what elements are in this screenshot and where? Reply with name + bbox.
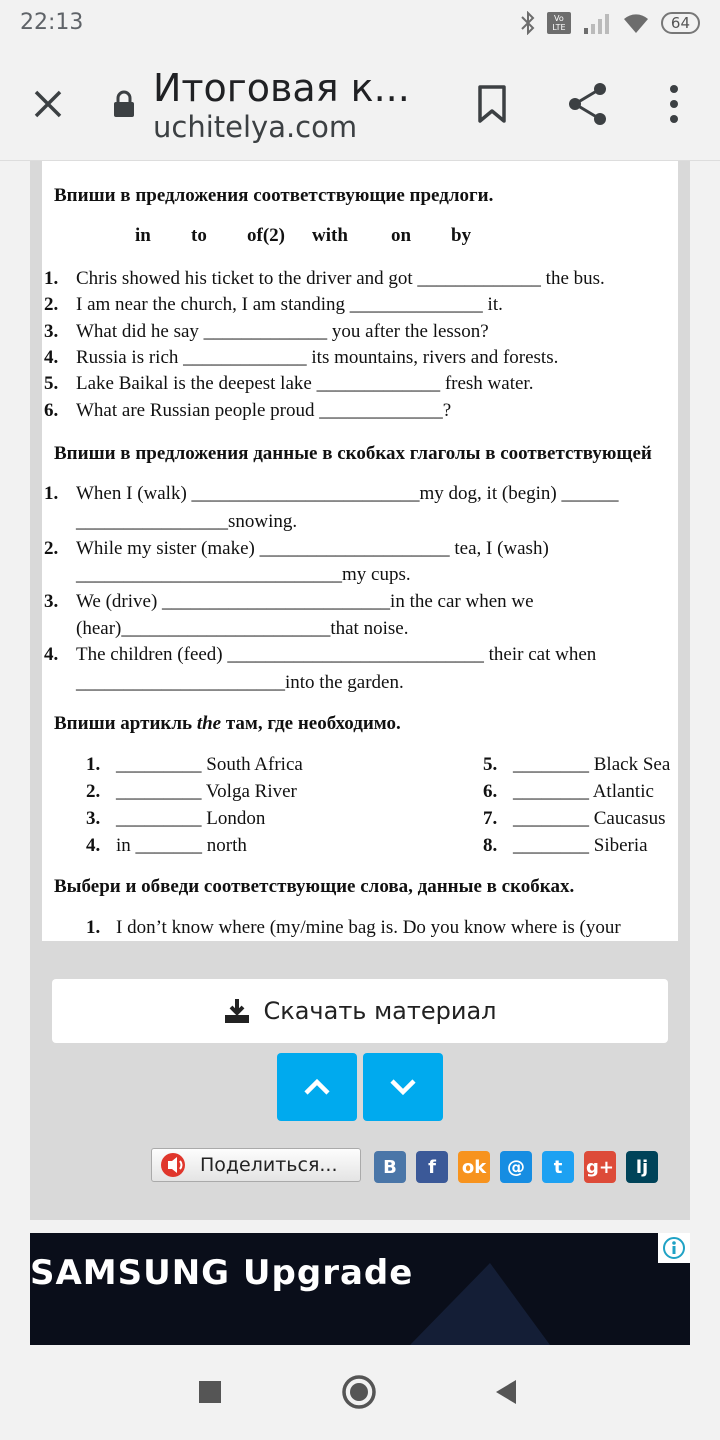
chevron-up-icon — [302, 1077, 332, 1097]
back-icon[interactable] — [494, 1379, 518, 1405]
more-menu-icon[interactable] — [664, 84, 684, 124]
task3-heading: Впиши артикль the там, где необходимо. — [54, 713, 401, 734]
article-item: 6. ________ Atlantic — [483, 781, 654, 802]
recents-icon[interactable] — [199, 1381, 221, 1403]
article-item: 2. _________ Volga River — [86, 781, 297, 802]
ad-banner[interactable] — [30, 1233, 690, 1345]
googleplus-share-icon[interactable]: g+ — [584, 1151, 616, 1183]
chevron-down-icon — [388, 1077, 418, 1097]
preposition: to — [191, 225, 207, 246]
odnoklassniki-share-icon[interactable]: ok — [458, 1151, 490, 1183]
preposition: in — [135, 225, 151, 246]
article-item: 8. ________ Siberia — [483, 835, 648, 856]
document-preview[interactable]: Впиши в предложения соответствующие предлоги. in to of(2) with on by 1. Chris showed his ticket to the driver and got _____________ the bus. 2. I am near the church, I am standing ______________ it. 3. What did he say _____________ you after the lesson? 4. Russia is rich _____________ its mountains, rivers and forests. 5. Lake Baikal is the deepest lake _____________ fresh water. 6. What are Russian people proud _____________? Впиши в предложения данные в скобках глаголы в соответствующей 1. When I (walk) ________________________my dog, it (begin) ______ ________________snowing. 2. While my sister (make) ____________________ tea, I (wash) ____________________________my cups. 3. We (drive) ________________________in the car when we (hear)______________________that noise. 4. The children (feed) ___________________________ their cat when ______________________into the garden. Впиши артикль the там, где необходимо. 1. _________ South Africa 2. _________ Volga River 3. _________ London 4. in _______ north 5. ________ Black Sea 6. ________ Atlantic 7. ________ Caucasus 8. ________ Siberia Выбери и обведи соответствующие слова, данные в скобках. 1. I don’t know where (my/mine bag is. Do you know where is (your — [42, 161, 678, 941]
download-button[interactable] — [52, 979, 668, 1043]
wifi-icon — [623, 12, 649, 34]
scroll-down-button[interactable] — [363, 1053, 443, 1121]
vk-share-icon[interactable]: B — [374, 1151, 406, 1183]
bookmark-icon[interactable] — [476, 84, 508, 124]
mailru-share-icon[interactable]: @ — [500, 1151, 532, 1183]
share-button[interactable] — [151, 1148, 361, 1182]
lock-icon — [112, 90, 136, 118]
share-megaphone-icon — [160, 1152, 190, 1178]
page-title[interactable]: Итоговая к... — [153, 66, 410, 110]
page-content — [30, 161, 690, 1220]
task2-heading: Впиши в предложения данные в скобках глаголы в соответствующей — [54, 443, 652, 464]
choice-item: 1. I don’t know where (my/mine bag is. Do you know where is (your — [86, 917, 621, 938]
livejournal-share-icon[interactable]: lj — [626, 1151, 658, 1183]
preposition: by — [451, 225, 472, 246]
preposition: with — [312, 225, 348, 246]
share-icon[interactable] — [568, 82, 608, 126]
download-icon — [223, 997, 251, 1025]
facebook-share-icon[interactable]: f — [416, 1151, 448, 1183]
preposition: of(2) — [247, 225, 285, 246]
status-time: 22:13 — [20, 10, 84, 35]
android-nav-bar — [0, 1345, 720, 1440]
article-item: 7. ________ Caucasus — [483, 808, 666, 829]
article-item: 5. ________ Black Sea — [483, 754, 671, 775]
volte-icon: Vo LTE — [547, 12, 571, 34]
browser-toolbar — [0, 50, 720, 161]
close-icon[interactable] — [30, 86, 66, 122]
battery-indicator: 64 — [661, 12, 700, 34]
signal-icon — [583, 12, 611, 34]
twitter-share-icon[interactable]: t — [542, 1151, 574, 1183]
article-item: 1. _________ South Africa — [86, 754, 303, 775]
preposition: on — [391, 225, 412, 246]
page-domain[interactable]: uchitelya.com — [153, 110, 358, 144]
download-label: Скачать материал — [263, 997, 497, 1025]
status-bar — [0, 0, 720, 50]
scroll-up-button[interactable] — [277, 1053, 357, 1121]
share-label: Поделиться... — [200, 1154, 338, 1176]
status-icons — [521, 11, 700, 35]
bluetooth-icon — [521, 11, 535, 35]
ad-text: SAMSUNG Upgrade — [30, 1253, 414, 1293]
article-item: 4. in _______ north — [86, 835, 247, 856]
task1-heading: Впиши в предложения соответствующие предлоги. — [54, 185, 494, 206]
ad-info-icon[interactable] — [658, 1233, 690, 1263]
home-icon[interactable] — [341, 1374, 377, 1410]
article-item: 3. _________ London — [86, 808, 266, 829]
task4-heading: Выбери и обведи соответствующие слова, данные в скобках. — [54, 876, 575, 897]
